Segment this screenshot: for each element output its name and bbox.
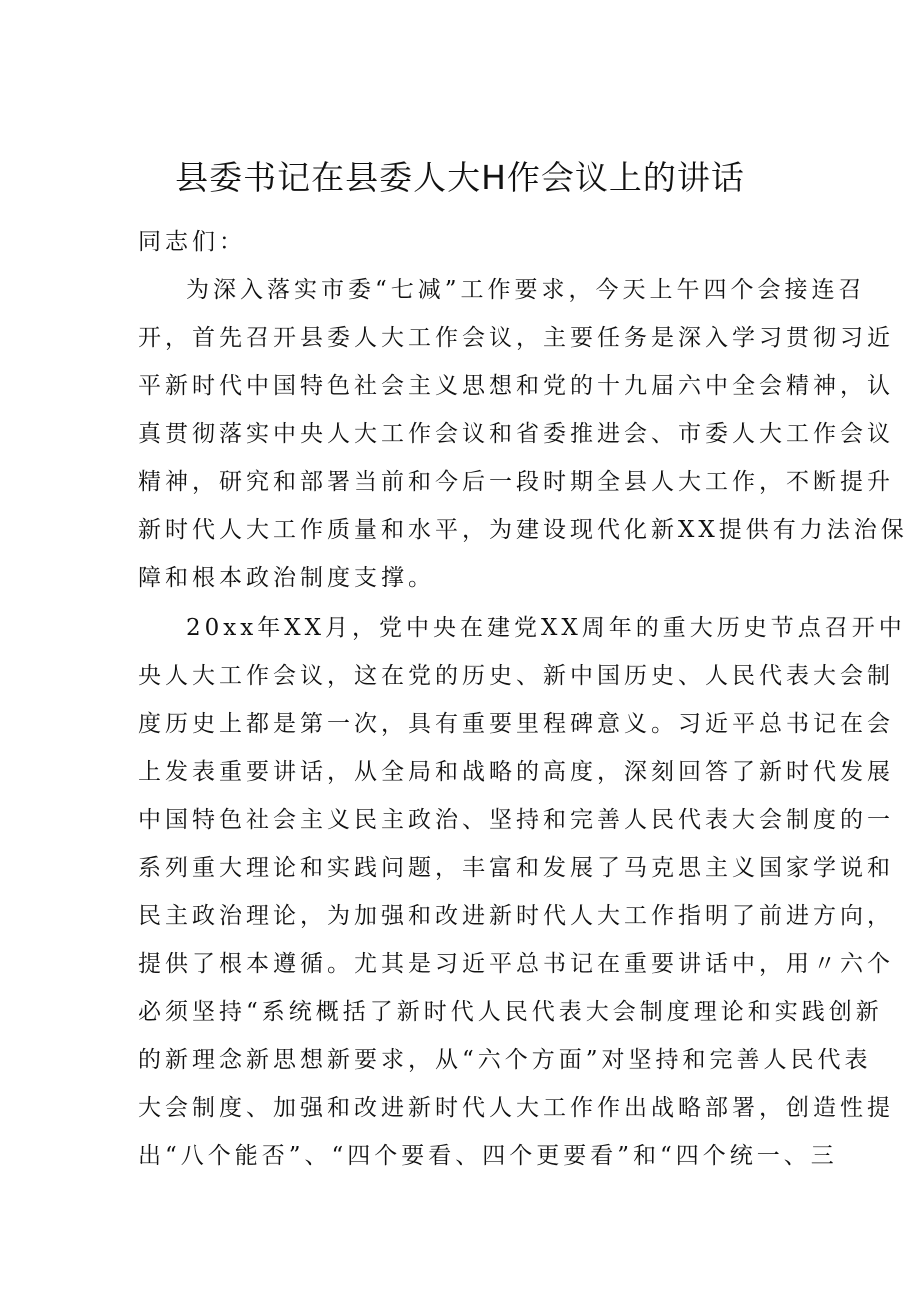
paragraph-1-line-4: 真贯彻落实中央人大工作会议和省委推进会、市委人大工作会议 <box>138 421 894 447</box>
paragraph-2-line-8: 提供了根本遵循。尤其是习近平总书记在重要讲话中，用〃六个 <box>138 951 894 977</box>
paragraph-2-line-4: 上发表重要讲话，从全局和战略的高度，深刻回答了新时代发展 <box>138 759 894 785</box>
paragraph-2-line-1: 20xx年XX月，党中央在建党XX周年的重大历史节点召开中 <box>186 615 906 641</box>
paragraph-2-line-12: 出“八个能否”、“四个要看、四个更要看”和“四个统一、三 <box>138 1143 838 1169</box>
paragraph-1-line-6: 新时代人大工作质量和水平，为建设现代化新XX提供有力法治保 <box>138 517 908 543</box>
paragraph-1-line-2: 开，首先召开县委人大工作会议，主要任务是深入学习贯彻习近 <box>138 325 894 351</box>
paragraph-2-line-9: 必须坚持“系统概括了新时代人民代表大会制度理论和实践创新 <box>138 999 883 1025</box>
paragraph-2-line-11: 大会制度、加强和改进新时代人大工作作出战略部署，创造性提 <box>138 1095 894 1121</box>
paragraph-2-line-6: 系列重大理论和实践问题，丰富和发展了马克思主义国家学说和 <box>138 855 894 881</box>
paragraph-2-line-2: 央人大工作会议，这在党的历史、新中国历史、人民代表大会制 <box>138 663 894 689</box>
paragraph-1-line-5: 精神，研究和部署当前和今后一段时期全县人大工作，不断提升 <box>138 469 894 495</box>
paragraph-1-line-3: 平新时代中国特色社会主义思想和党的十九届六中全会精神，认 <box>138 373 894 399</box>
paragraph-2-line-7: 民主政治理论，为加强和改进新时代人大工作指明了前进方向， <box>138 903 894 929</box>
paragraph-1-line-1: 为深入落实市委“七减”工作要求，今天上午四个会接连召 <box>186 277 866 303</box>
salutation: 同志们： <box>138 229 246 255</box>
paragraph-2-line-5: 中国特色社会主义民主政治、坚持和完善人民代表大会制度的一 <box>138 807 894 833</box>
paragraph-2-line-10: 的新理念新思想新要求，从“六个方面”对坚持和完善人民代表 <box>138 1047 872 1073</box>
paragraph-1-line-7: 障和根本政治制度支撑。 <box>138 565 435 591</box>
document-title: 县委书记在县委人大H作会议上的讲话 <box>175 158 745 197</box>
paragraph-2-line-3: 度历史上都是第一次，具有重要里程碑意义。习近平总书记在会 <box>138 711 894 737</box>
